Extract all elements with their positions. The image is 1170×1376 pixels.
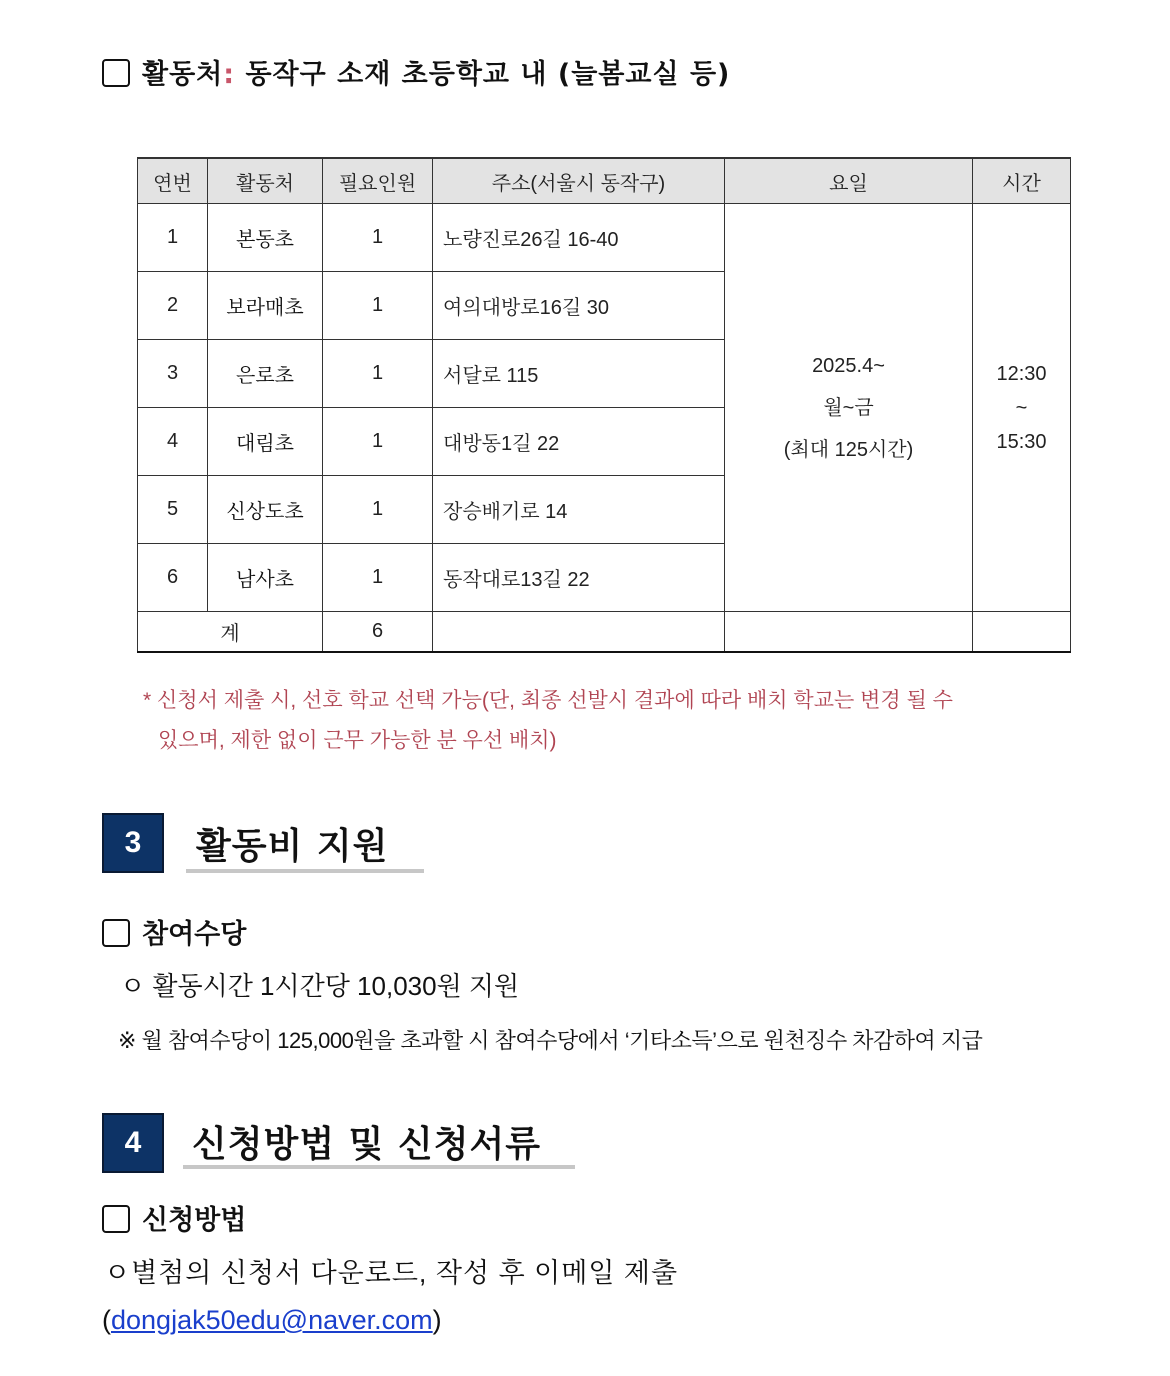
assignment-note-line1: * 신청서 제출 시, 선호 학교 선택 가능(단, 최종 선발시 결과에 따라 배치 학교는 변경 될 수 [143,689,953,712]
cell-count: 1 [323,476,433,544]
section-4-subheading [102,1198,246,1237]
table-header-row [138,158,1071,204]
total-empty-time [973,612,1071,653]
top-heading-label: 활동처 [142,59,224,90]
top-heading-colon: : [223,59,236,90]
cell-count: 1 [323,272,433,340]
cell-school: 남사초 [208,544,323,612]
assignment-note-line2: 있으며, 제한 없이 근무 가능한 분 우선 배치) [158,729,557,752]
cell-address: 서달로 115 [433,340,725,408]
school-schedule-table [137,157,1071,653]
cell-address: 동작대로13길 22 [433,544,725,612]
cell-school: 대림초 [208,408,323,476]
cell-time [973,204,1071,612]
table-row [138,204,1071,272]
email-close-paren: ) [432,1305,442,1335]
header-count: 필요인원 [323,158,433,204]
header-no: 연번 [138,158,208,204]
subheading-label: 참여수당 [142,919,247,950]
cell-address: 노량진로26길 16-40 [433,204,725,272]
section-3-title: 활동비 지원 [196,826,389,867]
top-heading [102,52,730,91]
email-line [102,1305,442,1336]
total-empty-address [433,612,725,653]
header-address: 주소(서울시 동작구) [433,158,725,204]
section-3-underline [186,869,424,873]
section-4-title: 신청방법 및 신청서류 [192,1124,542,1165]
cell-school: 보라매초 [208,272,323,340]
cell-address: 장승배기로 14 [433,476,725,544]
cell-no: 4 [138,408,208,476]
days-period: 2025.4~ [812,354,885,377]
total-label: 계 [138,612,323,653]
cell-no: 2 [138,272,208,340]
cell-address: 대방동1길 22 [433,408,725,476]
days-weekdays: 월~금 [823,396,874,419]
time-start: 12:30 [996,362,1047,385]
checkbox-icon [102,1205,130,1233]
top-heading-text: 동작구 소재 초등학교 내 (늘봄교실 등) [235,59,731,90]
header-time: 시간 [973,158,1071,204]
section-4-underline [183,1165,575,1169]
section-3-badge: 3 [102,813,164,873]
total-empty-days [725,612,973,653]
section-3-subheading [102,912,246,951]
cell-no: 1 [138,204,208,272]
table-total-row [138,612,1071,653]
subheading-label: 신청방법 [142,1205,247,1236]
cell-no: 6 [138,544,208,612]
total-count: 6 [323,612,433,653]
days-max-hours: (최대 125시간) [783,438,914,461]
cell-school: 본동초 [208,204,323,272]
time-sep: ~ [1015,396,1028,419]
cell-school: 신상도초 [208,476,323,544]
cell-count: 1 [323,340,433,408]
cell-school: 은로초 [208,340,323,408]
section-4-badge: 4 [102,1113,164,1173]
time-end: 15:30 [996,430,1047,453]
cell-days [725,204,973,612]
allowance-remark: ※ 월 참여수당이 125,000원을 초과할 시 참여수당에서 ‘기타소득’으로 원천징수 차감하여 지급 [118,1028,983,1053]
cell-count: 1 [323,408,433,476]
email-open-paren: ( [102,1305,111,1335]
application-method-bullet: ㅇ별첨의 신청서 다운로드, 작성 후 이메일 제출 [104,1258,679,1288]
header-days: 요일 [725,158,973,204]
header-school: 활동처 [208,158,323,204]
checkbox-icon [102,59,130,87]
email-link[interactable]: dongjak50edu@naver.com [111,1305,433,1335]
allowance-bullet: ㅇ 활동시간 1시간당 10,030원 지원 [120,971,520,1001]
cell-count: 1 [323,544,433,612]
cell-address: 여의대방로16길 30 [433,272,725,340]
cell-no: 5 [138,476,208,544]
cell-count: 1 [323,204,433,272]
cell-no: 3 [138,340,208,408]
checkbox-icon [102,919,130,947]
